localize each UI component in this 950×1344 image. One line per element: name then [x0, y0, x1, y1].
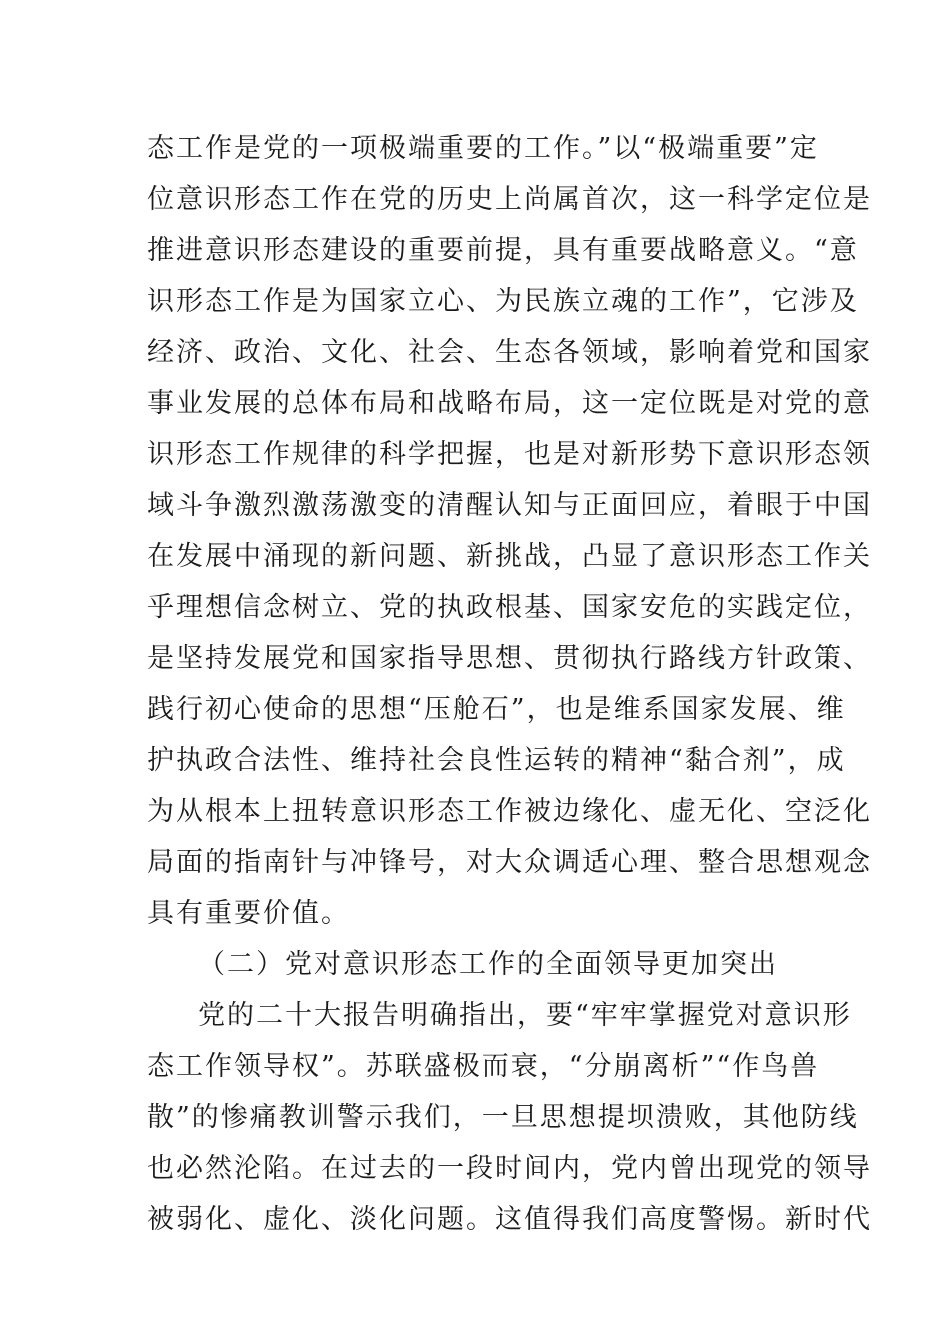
body-line-4: 识形态工作是为国家立心、为民族立魂的工作”，它涉及 [147, 286, 859, 317]
body-line-10: 乎理想信念树立、党的执政根基、国家安危的实践定位， [147, 592, 872, 623]
body-line-16: 具有重要价值。 [147, 898, 350, 929]
paragraph2-line-1: 党的二十大报告明确指出，要“牢牢掌握党对意识形 [198, 1000, 852, 1031]
paragraph2-line-3: 散”的惨痛教训警示我们，一旦思想提坝溃败，其他防线 [147, 1102, 859, 1133]
body-line-2: 位意识形态工作在党的历史上尚属首次，这一科学定位是 [147, 184, 872, 215]
body-line-8: 域斗争激烈激荡激变的清醒认知与正面回应，着眼于中国 [147, 490, 872, 521]
paragraph2-line-2: 态工作领导权”。苏联盛极而衰，“分崩离析”“作鸟兽 [147, 1051, 820, 1082]
body-line-14: 为从根本上扭转意识形态工作被边缘化、虚无化、空泛化 [147, 796, 872, 827]
body-line-3: 推进意识形态建设的重要前提，具有重要战略意义。“意 [147, 235, 859, 266]
paragraph2-line-5: 被弱化、虚化、淡化问题。这值得我们高度警惕。新时代 [147, 1204, 872, 1235]
body-line-7: 识形态工作规律的科学把握，也是对新形势下意识形态领 [147, 439, 872, 470]
body-line-1: 态工作是党的一项极端重要的工作。”以“极端重要”定 [147, 133, 819, 164]
body-line-11: 是坚持发展党和国家指导思想、贯彻执行路线方针政策、 [147, 643, 872, 674]
section-heading: （二）党对意识形态工作的全面领导更加突出 [198, 949, 778, 980]
body-line-5: 经济、政治、文化、社会、生态各领域，影响着党和国家 [147, 337, 872, 368]
body-line-9: 在发展中涌现的新问题、新挑战，凸显了意识形态工作关 [147, 541, 872, 572]
body-line-12: 践行初心使命的思想“压舱石”，也是维系国家发展、维 [147, 694, 846, 725]
body-line-6: 事业发展的总体布局和战略布局，这一定位既是对党的意 [147, 388, 872, 419]
body-line-13: 护执政合法性、维持社会良性运转的精神“黏合剂”，成 [147, 745, 846, 776]
body-line-15: 局面的指南针与冲锋号，对大众调适心理、整合思想观念 [147, 847, 872, 878]
paragraph2-line-4: 也必然沦陷。在过去的一段时间内，党内曾出现党的领导 [147, 1153, 872, 1184]
